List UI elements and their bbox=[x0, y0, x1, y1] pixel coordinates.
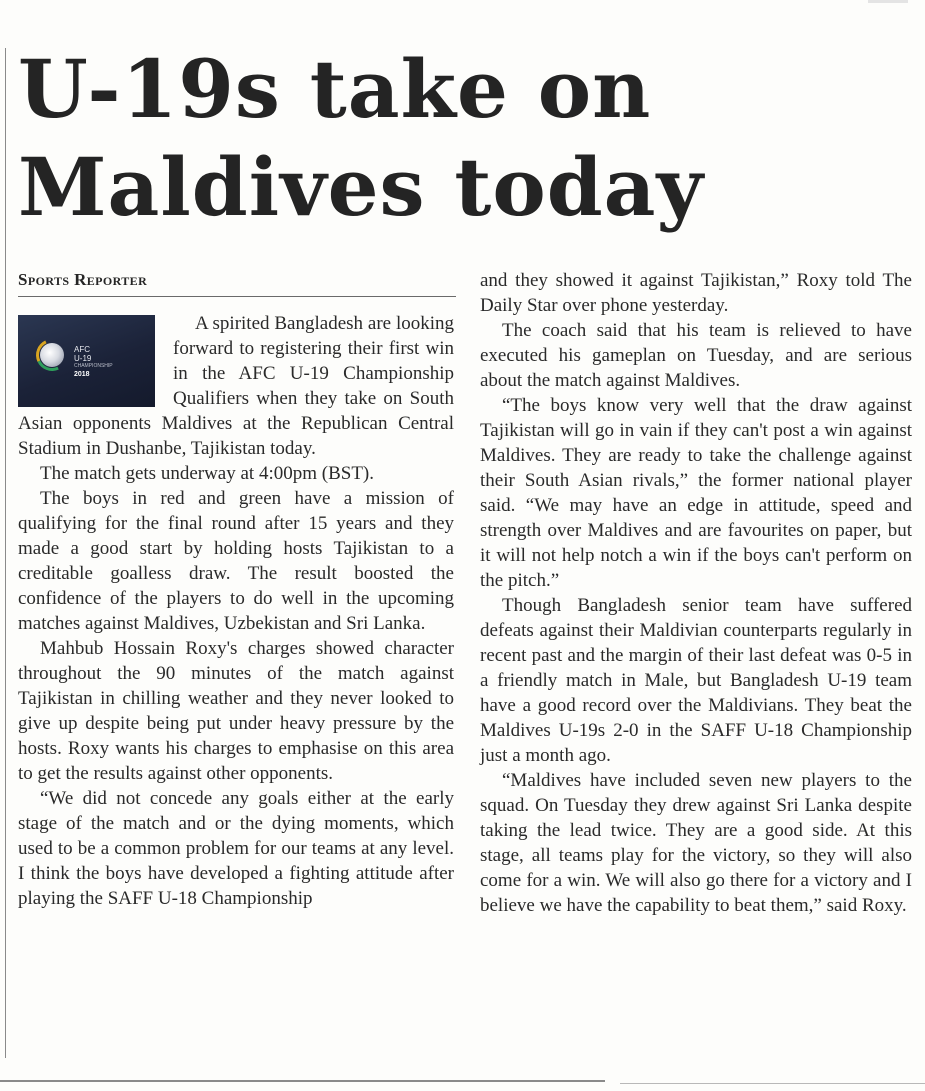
paragraph: Mahbub Hossain Roxy's charges showed character throughout the 90 minutes of the match against Tajikistan in chilling weather and they never looked to give up despite being put under heavy pressure by the hosts. Roxy wants his charges to emphasise on this area to get the results against other opponents. bbox=[18, 638, 454, 784]
afc-u19-logo-photo bbox=[18, 315, 155, 407]
paragraph: “We did not concede any goals either at the early stage of the match and or the dying moments, which used to be a common problem for our teams at any level. I think the boys have developed a fighting attitude after playing the SAFF U-18 Championship bbox=[18, 788, 454, 909]
byline: Sports Reporter bbox=[18, 270, 148, 289]
corner-mark bbox=[868, 0, 908, 3]
paragraph: and they showed it against Tajikistan,” Roxy told The Daily Star over phone yesterday. bbox=[480, 270, 912, 316]
logo-year: 2018 bbox=[74, 371, 90, 378]
paragraph: The coach said that his team is relieved to have executed his gameplan on Tuesday, and are serious about the match against Maldives. bbox=[480, 320, 912, 391]
logo-line1: AFC bbox=[74, 345, 90, 354]
paragraph: “Maldives have included seven new players to the squad. On Tuesday they drew against Sri Lanka despite taking the lead twice. They are a good side. At this stage, all teams play for the victory, so they will also come for a win. We will also go there for a victory and I believe we have the capability to beat them,” said Roxy. bbox=[480, 770, 912, 916]
logo-line2: U-19 bbox=[74, 354, 92, 363]
right-column bbox=[480, 268, 912, 918]
paragraph: The match gets underway at 4:00pm (BST). bbox=[40, 463, 375, 484]
byline-rule bbox=[18, 296, 456, 297]
left-column bbox=[18, 311, 454, 911]
paragraph: Though Bangladesh senior team have suffered defeats against their Maldivian counterparts regularly in recent past and the margin of their last defeat was 0-5 in a friendly match in Male, but Bangladesh U-19 team have a good record over the Maldivians. They beat the Maldives U-19s 2-0 in the SAFF U-18 Championship just a month ago. bbox=[480, 595, 912, 766]
bottom-rule bbox=[0, 1080, 605, 1082]
paragraph: “The boys know very well that the draw against Tajikistan will go in vain if they can't post a win against Maldives. They are ready to take the challenge against their South Asian rivals,” the former national player said. “We may have an edge in attitude, speed and strength over Maldives and are favourites on paper, but it will not help notch a win if the boys can't perform on the pitch.” bbox=[480, 395, 912, 591]
paragraph: The boys in red and green have a mission of qualifying for the final round after 15 years and they made a good start by holding hosts Tajikistan to a creditable goalless draw. The result boosted the confidence of the players to do well in the upcoming matches against Maldives, Uzbekistan and Sri Lanka. bbox=[18, 488, 454, 634]
logo-line3: CHAMPIONSHIP bbox=[74, 363, 113, 369]
headline: U-19s take on Maldives today bbox=[18, 42, 704, 234]
bottom-rule-right bbox=[620, 1083, 925, 1084]
logo-text bbox=[74, 345, 113, 379]
paragraph: A spirited Bangladesh are looking forward to registering their first win in the AFC U-19 Championship Qualifiers when they take on South Asian opponents Maldives at the Republican Central Stadium in Dushanbe, Tajikistan today. bbox=[18, 313, 454, 459]
football-icon bbox=[40, 343, 64, 367]
left-column-rule bbox=[5, 48, 6, 1058]
